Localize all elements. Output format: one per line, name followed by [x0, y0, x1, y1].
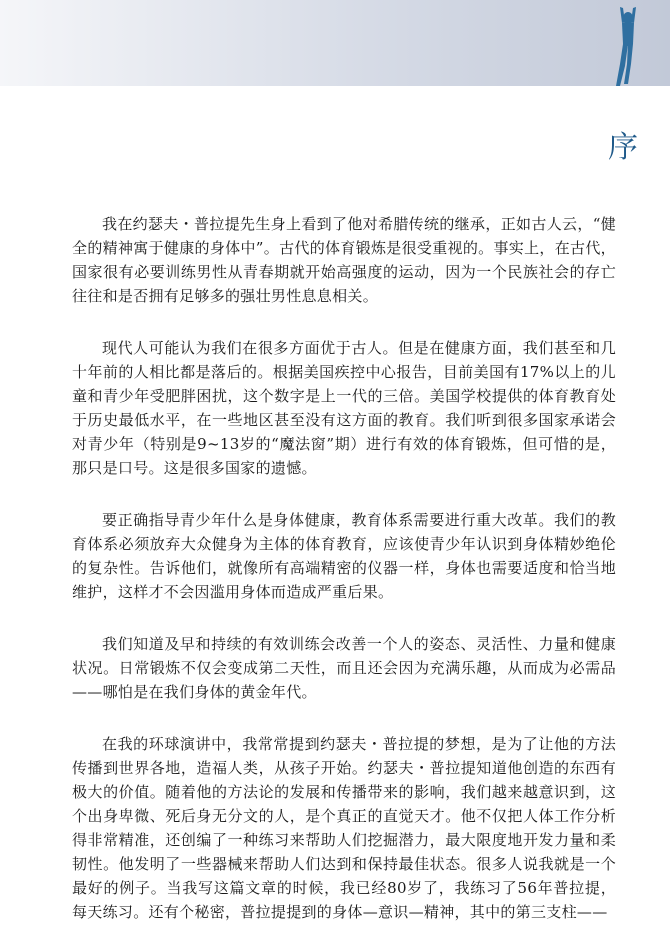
body-text	[72, 212, 616, 952]
paragraph-5: 在我的环球演讲中，我常常提到约瑟夫・普拉提的梦想，是为了让他的方法传播到世界各地，造福人类，从孩子开始。约瑟夫・普拉提知道他创造的东西有极大的价值。随着他的方法论的发展和传播带来的影响，我们越来越意识到，这个出身卑微、死后身无分文的人，是个真正的直觉天才。他不仅把人体工作分析得非常精准，还创编了一种练习来帮助人们挖掘潜力，最大限度地开发力量和柔韧性。他发明了一些器械来帮助人们达到和保持最佳状态。很多人说我就是一个最好的例子。当我写这篇文章的时候，我已经80岁了，我练习了56年普拉提，每天练习。还有个秘密，普拉提提到的身体—意识—精神，其中的第三支柱——	[72, 735, 616, 921]
paragraph-3: 要正确指导青少年什么是身体健康，教育体系需要进行重大改革。我们的教育体系必须放弃大众健身为主体的体育教育，应该使青少年认识到身体精妙绝伦的复杂性。告诉他们，就像所有高端精密的仪器一样，身体也需要适度和恰当地维护，这样才不会因滥用身体而造成严重后果。	[72, 511, 616, 601]
paragraph-1: 我在约瑟夫・普拉提先生身上看到了他对希腊传统的继承，正如古人云，“健全的精神寓于健康的身体中”。古代的体育锻炼是很受重视的。事实上，在古代，国家很有必要训练男性从青春期就开始高强度的运动，因为一个民族社会的存亡往往和是否拥有足够多的强壮男性息息相关。	[72, 215, 616, 305]
paragraph-4: 我们知道及早和持续的有效训练会改善一个人的姿态、灵活性、力量和健康状况。日常锻炼不仅会变成第二天性，而且还会因为充满乐趣，从而成为必需品——哪怕是在我们身体的黄金年代。	[72, 635, 616, 701]
page-title: 序	[608, 130, 638, 165]
header-band	[0, 0, 670, 86]
paragraph-2: 现代人可能认为我们在很多方面优于古人。但是在健康方面，我们甚至和几十年前的人相比都是落后的。根据美国疾控中心报告，目前美国有17%以上的儿童和青少年受肥胖困扰，这个数字是上一代的三倍。美国学校提供的体育教育处于历史最低水平，在一些地区甚至没有这方面的教育。我们听到很多国家承诺会对青少年（特别是9~13岁的“魔法窗”期）进行有效的体育锻炼，但可惜的是，那只是口号。这是很多国家的遗憾。	[72, 339, 616, 477]
jumping-person-icon	[598, 4, 658, 86]
